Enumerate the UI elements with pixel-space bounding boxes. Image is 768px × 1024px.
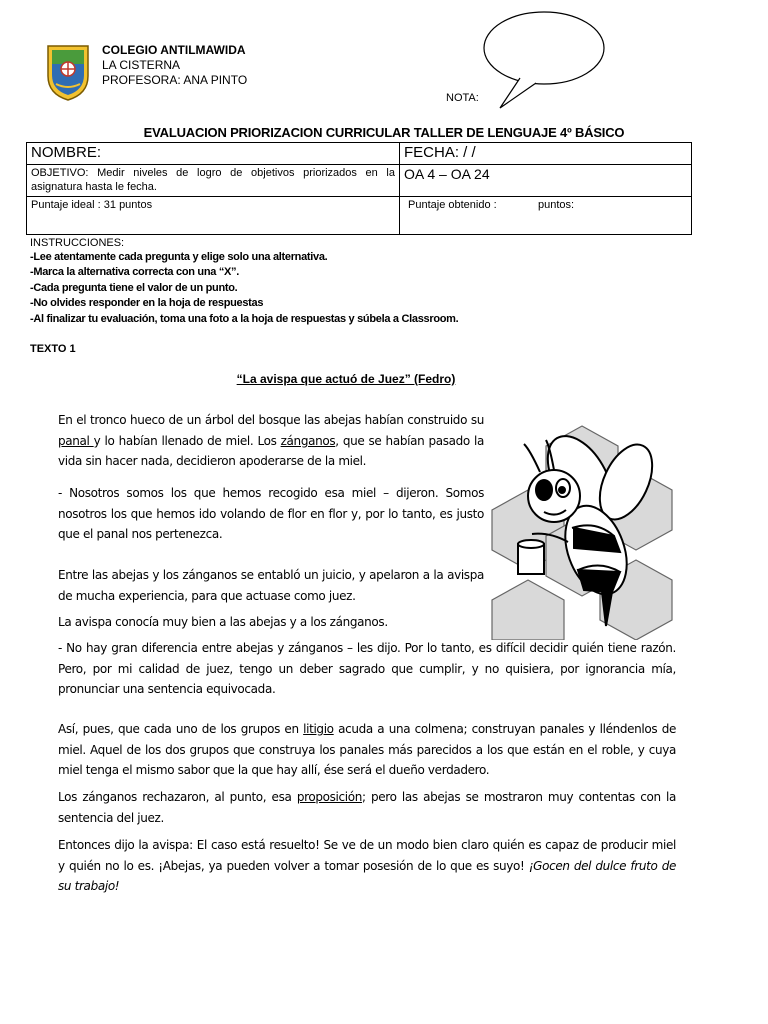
instructions — [30, 236, 458, 327]
student-info-table — [26, 142, 692, 235]
word-panal: panal — [58, 433, 94, 448]
school-info — [102, 43, 247, 88]
oa-text: OA 4 – OA 24 — [400, 165, 692, 197]
story-paragraph-3: Entre las abejas y los zánganos se entabló un juicio, y apelaron a la avispa de mucha experiencia, para que actuase como juez. — [58, 568, 484, 603]
puntaje-ideal: Puntaje ideal : 31 puntos — [27, 197, 400, 235]
word-zanganos: zánganos — [280, 433, 336, 448]
word-litigio: litigio — [303, 722, 334, 736]
instruction-item: -No olvides responder en la hoja de respuestas — [30, 297, 264, 309]
story-paragraph-7 — [58, 787, 676, 828]
p1-text-c: , que se habían pasado la vida sin hacer nada, decidieron apoderarse de la miel. — [58, 433, 484, 468]
story-paragraph-2: - Nosotros somos los que hemos recogido esa miel – dijeron. Somos nosotros los que hemos ido volando de flor en flor y, por lo tanto, es justo que el panal nos pertenezca. — [58, 486, 484, 541]
nombre-field[interactable]: NOMBRE: — [27, 143, 400, 165]
grade-label: NOTA: — [446, 92, 479, 104]
bee-illustration — [484, 420, 680, 640]
teacher-name: PROFESORA: ANA PINTO — [102, 73, 248, 87]
story-paragraph-4: La avispa conocía muy bien a las abejas y a los zánganos. — [58, 615, 388, 629]
story-paragraph-6 — [58, 719, 676, 781]
story-title: “La avispa que actuó de Juez” (Fedro) — [236, 372, 456, 386]
p1-text-b: y lo habían llenado de miel. Los — [93, 433, 281, 448]
p7-text-b: ; pero las abejas se mostraron muy contentas con la sentencia del juez. — [58, 790, 676, 825]
instruction-item: -Lee atentamente cada pregunta y elige solo una alternativa. — [30, 251, 328, 263]
p8-italic-text: ¡Gocen del dulce fruto de su trabajo! — [58, 858, 676, 893]
grade-speech-bubble — [478, 8, 610, 118]
word-proposicion: proposición — [296, 790, 363, 804]
school-crest-logo — [44, 42, 92, 102]
p6-text-a: Así, pues, que cada uno de los grupos en — [58, 722, 304, 736]
puntaje-obtenido-field[interactable] — [400, 197, 692, 235]
instruction-item: -Cada pregunta tiene el valor de un punto. — [30, 282, 238, 294]
school-location: LA CISTERNA — [102, 58, 181, 72]
school-name: COLEGIO ANTILMAWIDA — [102, 43, 246, 57]
p7-text-a: Los zánganos rechazaron, al punto, esa — [58, 790, 297, 804]
p1-text-a: En el tronco hueco de un árbol del bosque las abejas habían construido su — [58, 413, 484, 427]
puntos-label: puntos: — [538, 199, 575, 211]
p6-text-b: acuda a una colmena; construyan panales y lléndenlos de miel. Aquel de los dos grupos que construya los panales más parecidos a los que están en el roble, y cuya miel tenga el mismo sabor que la que hay allí, ése será el dueño verdadero. — [58, 722, 676, 777]
evaluation-title: EVALUACION PRIORIZACION CURRICULAR TALLER DE LENGUAJE 4º BÁSICO — [143, 125, 625, 140]
objetivo-text: OBJETIVO: Medir niveles de logro de objetivos priorizados en la asignatura hasta le fecha. — [27, 165, 400, 197]
fecha-field[interactable]: FECHA: / / — [400, 143, 692, 165]
story-paragraph-5: - No hay gran diferencia entre abejas y zánganos – les dijo. Por lo tanto, es difícil decidir quién tiene razón. Pero, por mi calidad de juez, tengo un deber sagrado que cumplir, y no quisiera, por ignorancia mía, pronunciar una sentencia equivocada. — [58, 641, 676, 696]
instructions-heading: INSTRUCCIONES: — [30, 237, 125, 249]
text-label: TEXTO 1 — [30, 343, 76, 355]
instruction-item: -Marca la alternativa correcta con una “X”. — [30, 266, 240, 278]
story-paragraph-8 — [58, 835, 676, 897]
instruction-item: -Al finalizar tu evaluación, toma una foto a la hoja de respuestas y súbela a Classroom. — [30, 313, 459, 325]
p8-text-a: Entonces dijo la avispa: El caso está resuelto! Se ve de un modo bien claro quién es capaz de producir miel y quién no lo es. ¡Abejas, ya pueden volver a tomar posesión de lo que es suyo! — [58, 838, 676, 873]
story-paragraph-1 — [58, 410, 484, 472]
puntaje-obtenido-label: Puntaje obtenido : — [408, 199, 497, 211]
